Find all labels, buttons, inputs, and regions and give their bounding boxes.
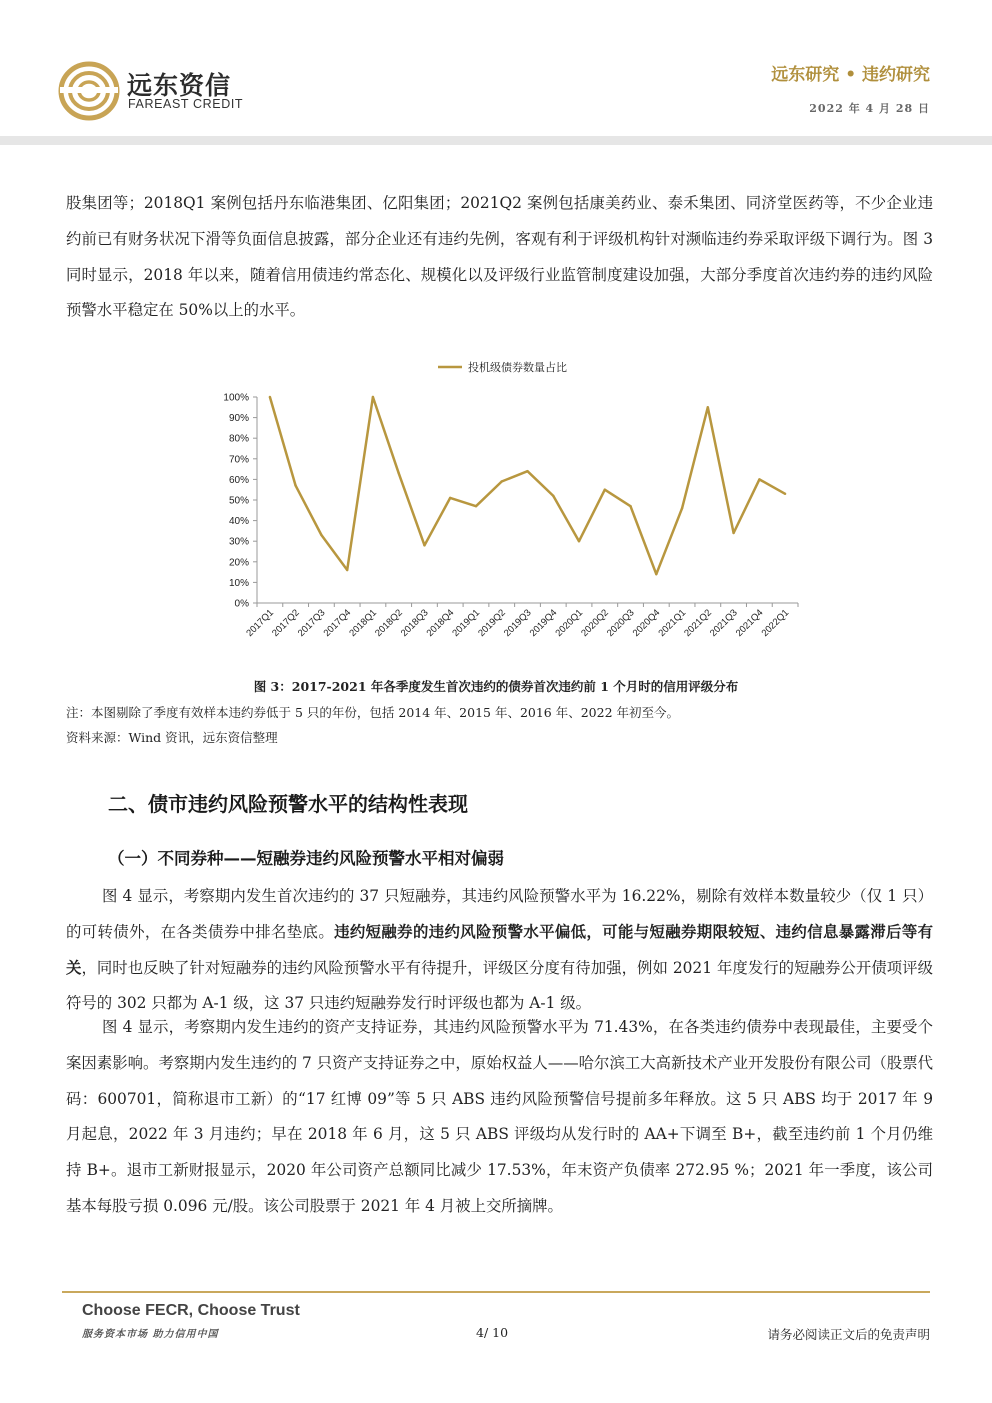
- header-divider: [0, 136, 992, 145]
- x-tick-label: 2018Q3: [398, 607, 431, 640]
- data-point: [269, 396, 271, 398]
- chart-svg: [200, 350, 820, 660]
- y-tick-label: 60%: [228, 474, 249, 486]
- x-tick-label: 2021Q3: [708, 607, 740, 640]
- paragraph-text: 图 4 显示，考察期内发生首次违约的 37 只短融券，其违约风险预警水平为 16.22%，剔除有效样本数量较少（仅 1 只）的可转债外，在各类债券中排名垫底。: [66, 887, 933, 941]
- data-point: [655, 573, 657, 575]
- footer-divider: [62, 1291, 930, 1293]
- legend-label: 投机级债券数量占比: [468, 362, 567, 374]
- data-point: [294, 484, 296, 486]
- data-point: [629, 505, 631, 507]
- data-point: [758, 478, 760, 480]
- brand-name-cn: 远东资信: [127, 71, 232, 100]
- x-tick-label: 2020Q3: [604, 607, 637, 640]
- figure-note: 注：本图剔除了季度有效样本违约券低于 5 只的年份，包括 2014 年、2015 年、2016 年、2022 年初至今。: [66, 705, 680, 720]
- report-series: 远东研究 • 违约研究: [771, 65, 930, 85]
- data-point: [578, 540, 580, 542]
- data-point: [475, 505, 477, 507]
- data-point: [423, 544, 425, 546]
- data-point: [604, 489, 606, 491]
- paragraph-abs: 图 4 显示，考察期内发生违约的资产支持证券，其违约风险预警水平为 71.43%，在各类违约债券中表现最佳，主要受个案因素影响。考察期内发生违约的 7 只资产支持证券之中，原始权益人——哈尔滨工大高新技术产业开发股份有限公司（股票代码：600701，简称退市工新）的“17 红博 09”等 5 只 ABS 违约风险预警信号提前多年释放。这 5 只 ABS 均于 2017 年 9 月起息，2022 年 3 月违约；早在 2018 年 6 月，这 5 只 ABS 评级均从发行时的 AA+下调至 B+，截至违约前 1 个月仍维持 B+。退市工新财报显示，2020 年公司资产总额同比减少 17.53%，年末资产负债率 272.95 %；2021 年一季度，该公司基本每股亏损 0.096 元/股。该公司股票于 2021 年 4 月被上交所摘牌。: [66, 1018, 933, 1215]
- data-point: [372, 396, 374, 398]
- figure-caption: 图 3：2017-2021 年各季度发生首次违约的债券首次违约前 1 个月时的信用评级分布: [253, 679, 739, 694]
- x-tick-label: 2017Q4: [321, 607, 354, 640]
- y-tick-label: 0%: [234, 598, 249, 610]
- page-number: 4/ 10: [476, 1325, 509, 1340]
- y-tick-label: 70%: [228, 454, 249, 466]
- y-tick-label: 90%: [228, 413, 249, 425]
- footer-disclaimer: 请务必阅读正文后的免责声明: [767, 1327, 930, 1342]
- section-heading: 二、债市违约风险预警水平的结构性表现: [108, 792, 468, 816]
- line-chart: [200, 350, 820, 660]
- data-point: [449, 497, 451, 499]
- y-tick-label: 30%: [228, 536, 249, 548]
- report-date: 2022 年 4 月 28 日: [809, 102, 930, 115]
- paragraph-short-term-bonds: [66, 879, 933, 1022]
- x-tick-label: 2020Q1: [553, 607, 586, 640]
- series-line: [270, 397, 785, 574]
- paragraph-text: ，同时也反映了针对短融券的违约风险预警水平有待提升，评级区分度有待加强，例如 2021 年度发行的短融券公开债项评级符号的 302 只都为 A-1 级，这 37 只违约短融券发行时评级也都为 A-1 级。: [66, 958, 933, 1013]
- data-point: [526, 470, 528, 472]
- data-point: [732, 532, 734, 534]
- x-tick-label: 2018Q1: [347, 607, 380, 640]
- x-tick-label: 2018Q2: [373, 607, 405, 640]
- paragraph-intro: 股集团等；2018Q1 案例包括丹东临港集团、亿阳集团；2021Q2 案例包括康美药业、泰禾集团、同济堂医药等，不少企业违约前已有财务状况下滑等负面信息披露，部分企业还有违约先例，客观有利于评级机构针对濒临违约券采取评级下调行为。图 3 同时显示，2018 年以来，随着信用债违约常态化、规模化以及评级行业监管制度建设加强，大部分季度首次违约券的违约风险预警水平稳定在 50%以上的水平。: [66, 194, 933, 320]
- x-tick-label: 2021Q2: [682, 607, 714, 640]
- x-tick-label: 2021Q1: [656, 607, 689, 640]
- x-tick-label: 2017Q3: [295, 607, 328, 640]
- y-tick-label: 20%: [228, 557, 249, 569]
- y-tick-label: 80%: [228, 433, 249, 445]
- brand-name-en: FAREAST CREDIT: [128, 97, 244, 111]
- y-tick-label: 40%: [228, 516, 249, 528]
- x-tick-label: 2019Q4: [527, 607, 560, 640]
- x-tick-label: 2020Q4: [630, 607, 663, 640]
- data-point: [552, 495, 554, 497]
- x-tick-label: 2019Q2: [476, 607, 508, 640]
- data-point: [320, 534, 322, 536]
- figure-source: 资料来源：Wind 资讯，远东资信整理: [66, 730, 278, 745]
- footer-slogan-en: Choose FECR, Choose Trust: [82, 1302, 300, 1319]
- data-point: [784, 493, 786, 495]
- paragraph-emphasis: 违约短融券的违约风险预警水平偏低，可能与短融券期限较短、违约信息暴露滞后等有关: [66, 922, 933, 977]
- y-tick-label: 50%: [228, 495, 249, 507]
- data-point: [346, 569, 348, 571]
- y-tick-label: 10%: [228, 577, 249, 589]
- data-point: [707, 406, 709, 408]
- x-tick-label: 2018Q4: [424, 607, 457, 640]
- x-tick-label: 2020Q2: [579, 607, 611, 640]
- data-point: [681, 507, 683, 509]
- x-tick-label: 2022Q1: [759, 607, 792, 640]
- x-tick-label: 2019Q3: [501, 607, 534, 640]
- data-point: [397, 472, 399, 474]
- data-point: [501, 480, 503, 482]
- subsection-heading: （一）不同券种——短融券违约风险预警水平相对偏弱: [108, 849, 504, 868]
- x-tick-label: 2019Q1: [450, 607, 483, 640]
- fareast-logo-icon: [58, 60, 120, 122]
- x-tick-label: 2017Q2: [270, 607, 302, 640]
- x-tick-label: 2021Q4: [733, 607, 766, 640]
- y-tick-label: 100%: [223, 392, 249, 404]
- footer-slogan-cn: 服务资本市场 助力信用中国: [82, 1329, 219, 1340]
- page-header: [0, 0, 992, 140]
- x-tick-label: 2017Q1: [244, 607, 277, 640]
